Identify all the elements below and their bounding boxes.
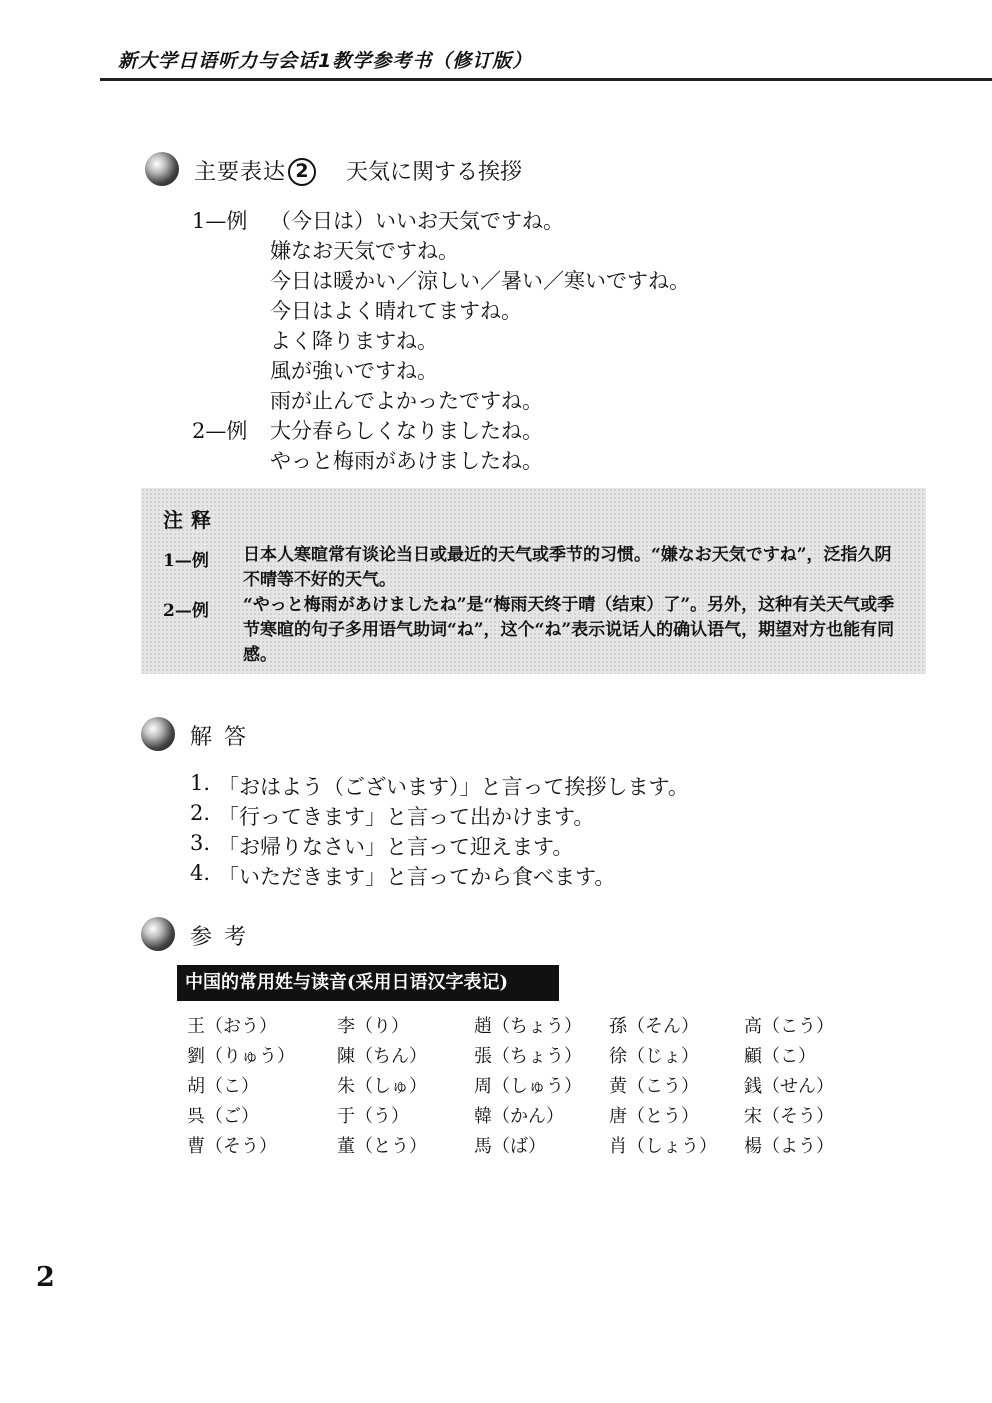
page-header [0, 0, 992, 84]
surname-cell: 楊（よう） [744, 1136, 834, 1157]
example-line: 今日はよく晴れてますね。 [270, 299, 522, 323]
note-text: 日本人寒暄常有谈论当日或最近的天气或季节的习惯。“嫌なお天気ですね”，泛指久阴不晴等不好的天气。 [243, 545, 892, 590]
surname-cell: 董（とう） [337, 1136, 427, 1157]
answer-number: 4. [190, 861, 211, 885]
note-text: “やっと梅雨があけましたね”是“梅雨天终于晴（结束）了”。另外，这种有关天气或季节寒暄的句子多用语气助词“ね”，这个“ね”表示说话人的确认语气，期望对方也能有同感。 [243, 595, 895, 665]
example-line: 大分春らしくなりましたね。 [270, 419, 543, 443]
section-bullet-icon [141, 917, 175, 951]
surname-cell: 韓（かん） [474, 1106, 564, 1127]
notes-title: 注释 [163, 508, 219, 532]
surname-cell: 高（こう） [744, 1016, 834, 1037]
example-line: 嫌なお天気ですね。 [270, 239, 459, 263]
surname-cell: 呉（ご） [187, 1106, 259, 1127]
example-line: よく降りますね。 [270, 329, 438, 353]
surname-cell: 趙（ちょう） [474, 1016, 582, 1037]
surname-cell: 朱（しゅ） [337, 1076, 427, 1097]
surname-cell: 顧（こ） [744, 1046, 816, 1067]
answer-text: 「お帰りなさい」と言って迎えます。 [218, 835, 574, 859]
surname-cell: 胡（こ） [187, 1076, 259, 1097]
surname-cell: 李（り） [337, 1016, 409, 1037]
section-title-answers: 解答 [190, 725, 259, 750]
surname-cell: 宋（そう） [744, 1106, 834, 1127]
answer-text: 「いただきます」と言ってから食べます。 [218, 865, 616, 889]
example-line: 風が強いですね。 [270, 359, 438, 383]
section-bullet-icon [141, 717, 175, 751]
surname-cell: 于（う） [337, 1106, 409, 1127]
surname-cell: 唐（とう） [609, 1106, 699, 1127]
example-line: 今日は暖かい／涼しい／暑い／寒いですね。 [270, 269, 690, 293]
surname-cell: 肖（しょう） [609, 1136, 717, 1157]
section-title-expressions [194, 155, 522, 186]
example-line: 雨が止んでよかったですね。 [270, 389, 543, 413]
example-number: 2—例 [192, 419, 248, 443]
surname-cell: 劉（りゅう） [187, 1046, 295, 1067]
surname-cell: 陳（ちん） [337, 1046, 427, 1067]
section-title-reference: 参考 [190, 925, 259, 950]
section-subtitle: 天気に関する挨拶 [346, 160, 523, 185]
surname-cell: 銭（せん） [744, 1076, 834, 1097]
answer-text: 「行ってきます」と言って出かけます。 [218, 805, 595, 829]
surname-cell: 張（ちょう） [474, 1046, 582, 1067]
example-number: 1—例 [192, 209, 248, 233]
example-line: やっと梅雨があけましたね。 [270, 449, 543, 473]
section-bullet-icon [145, 152, 179, 186]
surname-cell: 曹（そう） [187, 1136, 277, 1157]
note-number: 2—例 [163, 601, 209, 621]
surname-cell: 孫（そん） [609, 1016, 699, 1037]
answer-number: 1. [190, 771, 211, 795]
header-rule [100, 78, 992, 81]
surname-cell: 王（おう） [187, 1016, 277, 1037]
note-number: 1—例 [163, 551, 209, 571]
section-label: 主要表达 [194, 160, 287, 185]
surname-cell: 徐（じょ） [609, 1046, 699, 1067]
book-title: 新大学日语听力与会话1教学参考书（修订版） [118, 50, 533, 72]
surname-cell: 馬（ば） [474, 1136, 546, 1157]
page-number: 2 [36, 1262, 55, 1293]
answer-number: 3. [190, 831, 211, 855]
section-number-badge: 2 [288, 158, 316, 186]
answer-text: 「おはよう（ございます）」と言って挨拶します。 [218, 775, 689, 799]
surname-table-title: 中国的常用姓与读音(采用日语汉字表记) [177, 965, 559, 1001]
answer-number: 2. [190, 801, 211, 825]
surname-cell: 周（しゅう） [474, 1076, 582, 1097]
example-line: （今日は）いいお天気ですね。 [270, 209, 564, 233]
surname-cell: 黄（こう） [609, 1076, 699, 1097]
